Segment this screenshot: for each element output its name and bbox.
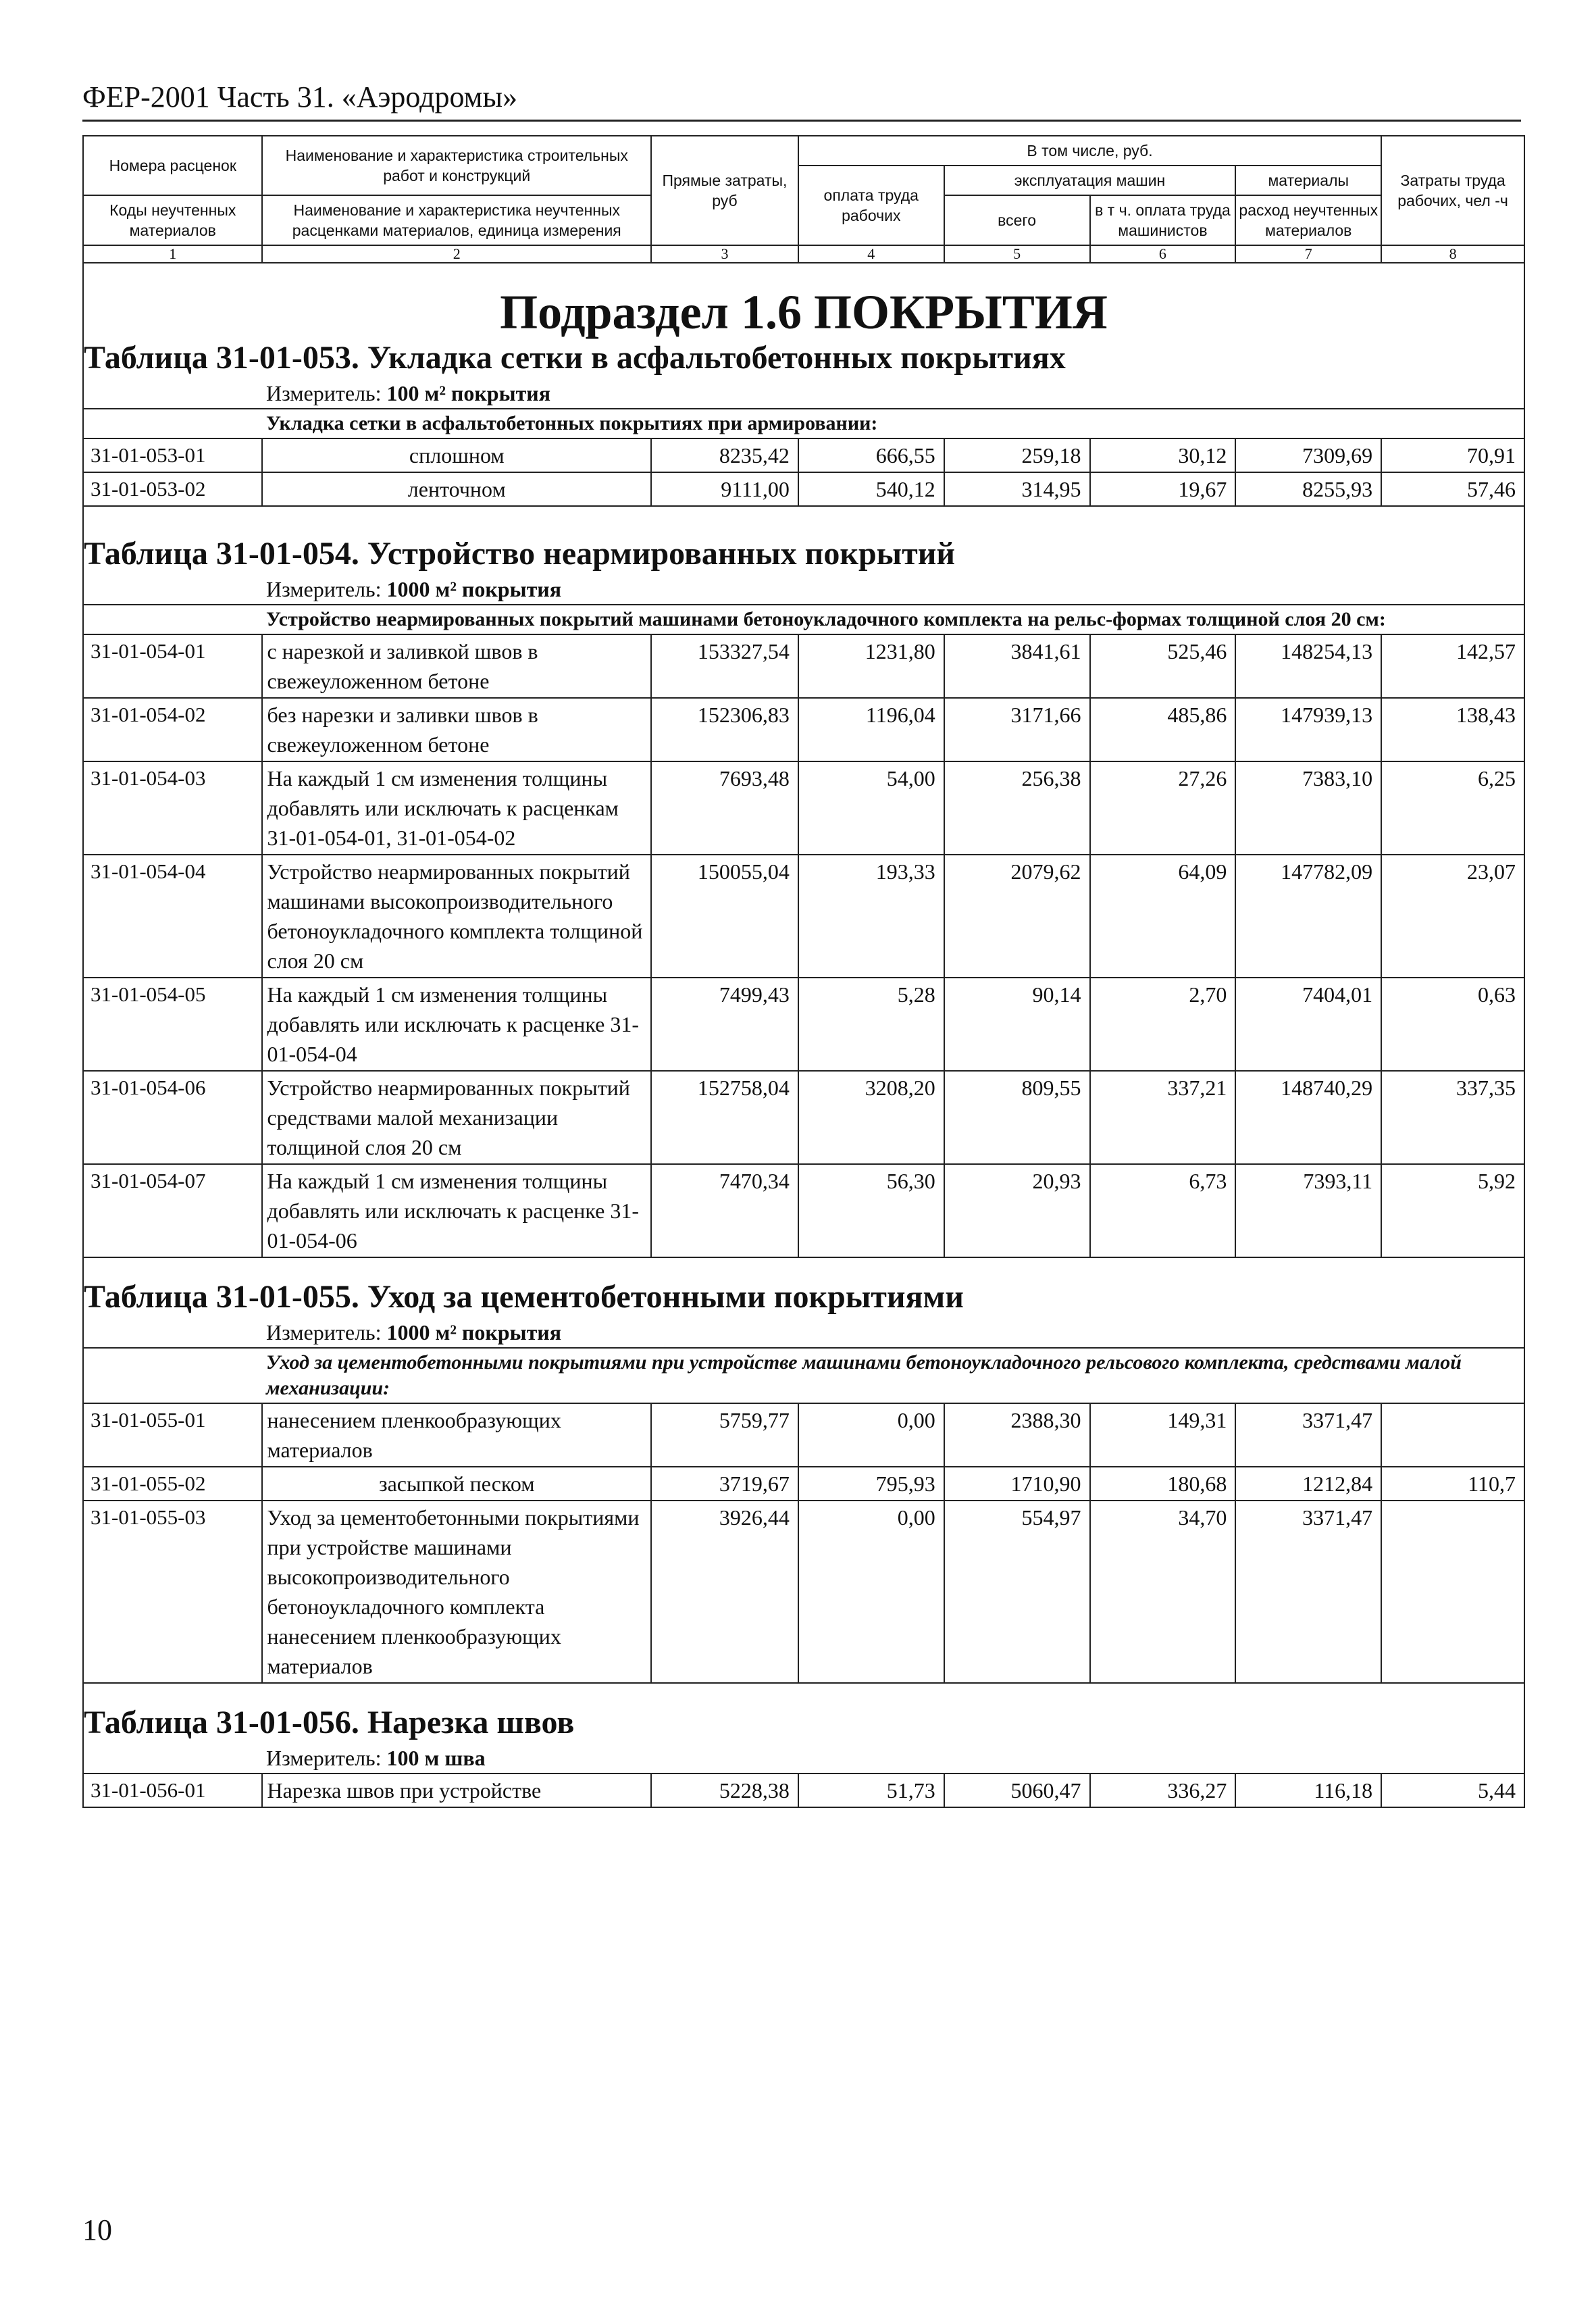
materials: 3371,47 [1235, 1501, 1381, 1683]
column-numbers-row [83, 245, 1524, 263]
rate-code: 31-01-054-06 [83, 1071, 262, 1164]
materials: 148740,29 [1235, 1071, 1381, 1164]
work-name: нанесением пленкообразующих материалов [262, 1403, 651, 1467]
measure-line [83, 1743, 1524, 1774]
machinist-pay: 2,70 [1090, 978, 1236, 1071]
col-rate-number: Номера расценок [83, 136, 262, 195]
colnum: 1 [83, 245, 262, 263]
machines-total: 809,55 [944, 1071, 1090, 1164]
direct-costs: 7499,43 [651, 978, 798, 1071]
labor-pay: 56,30 [798, 1164, 944, 1257]
table-31-01-053 [83, 341, 1524, 506]
direct-costs: 3719,67 [651, 1467, 798, 1501]
table-subtitle: Устройство неармированных покрытий машинами бетоноукладочного комплекта на рельс-формах толщиной слоя 20 см: [83, 605, 1524, 634]
machines-total: 5060,47 [944, 1774, 1090, 1807]
col-material-use: расход неучтенных материалов [1235, 195, 1381, 245]
materials: 147782,09 [1235, 855, 1381, 978]
rate-code: 31-01-053-02 [83, 472, 262, 506]
machinist-pay: 180,68 [1090, 1467, 1236, 1501]
table-row [83, 1501, 1524, 1683]
materials: 7404,01 [1235, 978, 1381, 1071]
colnum: 8 [1381, 245, 1524, 263]
labor-hours: 23,07 [1381, 855, 1524, 978]
rate-code: 31-01-054-05 [83, 978, 262, 1071]
work-name: с нарезкой и заливкой швов в свежеуложенном бетоне [262, 634, 651, 698]
labor-pay: 5,28 [798, 978, 944, 1071]
col-labor-hours: Затраты труда рабочих, чел -ч [1381, 136, 1524, 245]
col-material-codes: Коды неучтенных материалов [83, 195, 262, 245]
table-row [83, 761, 1524, 855]
rate-code: 31-01-054-01 [83, 634, 262, 698]
machinist-pay: 34,70 [1090, 1501, 1236, 1683]
measure-label: Измеритель: [266, 1320, 382, 1344]
table-subtitle: Укладка сетки в асфальтобетонных покрытиях при армировании: [83, 409, 1524, 438]
table-row [83, 472, 1524, 506]
machinist-pay: 6,73 [1090, 1164, 1236, 1257]
machines-total: 314,95 [944, 472, 1090, 506]
labor-hours: 5,44 [1381, 1774, 1524, 1807]
machinist-pay: 525,46 [1090, 634, 1236, 698]
table-title: Таблица 31-01-053. Укладка сетки в асфальтобетонных покрытиях [83, 341, 1524, 378]
labor-hours: 70,91 [1381, 438, 1524, 472]
work-name: На каждый 1 см изменения толщины добавлять или исключать к расценкам 31-01-054-01, 31-01-054-02 [262, 761, 651, 855]
labor-hours: 337,35 [1381, 1071, 1524, 1164]
materials: 147939,13 [1235, 698, 1381, 761]
labor-hours: 6,25 [1381, 761, 1524, 855]
work-name: сплошном [262, 438, 651, 472]
labor-pay: 54,00 [798, 761, 944, 855]
table-row [83, 1467, 1524, 1501]
machinist-pay: 485,86 [1090, 698, 1236, 761]
table-row [83, 634, 1524, 698]
rate-code: 31-01-053-01 [83, 438, 262, 472]
work-name: На каждый 1 см изменения толщины добавлять или исключать к расценке 31-01-054-06 [262, 1164, 651, 1257]
materials: 148254,13 [1235, 634, 1381, 698]
labor-hours: 138,43 [1381, 698, 1524, 761]
rate-code: 31-01-054-04 [83, 855, 262, 978]
colnum: 5 [944, 245, 1090, 263]
table-row [83, 1403, 1524, 1467]
measure-label: Измеритель: [266, 577, 382, 601]
table-31-01-054 [83, 506, 1524, 1257]
spacer [83, 1683, 1524, 1705]
materials: 7309,69 [1235, 438, 1381, 472]
labor-pay: 193,33 [798, 855, 944, 978]
col-direct-costs: Прямые затраты, руб [651, 136, 798, 245]
labor-pay: 1196,04 [798, 698, 944, 761]
machines-total: 2388,30 [944, 1403, 1090, 1467]
measure-label: Измеритель: [266, 381, 382, 405]
labor-hours: 5,92 [1381, 1164, 1524, 1257]
machines-total: 554,97 [944, 1501, 1090, 1683]
col-group-materials: материалы [1235, 166, 1381, 195]
spacer [83, 506, 1524, 536]
measure-line [83, 1317, 1524, 1348]
work-name: Уход за цементобетонными покрытиями при устройстве машинами высокопроизводительного бетоноукладочного комплекта нанесением пленкообразующих материалов [262, 1501, 651, 1683]
colnum: 3 [651, 245, 798, 263]
rate-code: 31-01-054-03 [83, 761, 262, 855]
table-title: Таблица 31-01-056. Нарезка швов [83, 1705, 1524, 1743]
work-name: ленточном [262, 472, 651, 506]
direct-costs: 9111,00 [651, 472, 798, 506]
rate-code: 31-01-055-02 [83, 1467, 262, 1501]
measure-label: Измеритель: [266, 1746, 382, 1770]
colnum: 2 [262, 245, 651, 263]
work-name: засыпкой песком [262, 1467, 651, 1501]
table-row [83, 1071, 1524, 1164]
table-row [83, 1164, 1524, 1257]
direct-costs: 7470,34 [651, 1164, 798, 1257]
direct-costs: 152306,83 [651, 698, 798, 761]
rate-code: 31-01-054-02 [83, 698, 262, 761]
col-machines-total: всего [944, 195, 1090, 245]
work-name: без нарезки и заливки швов в свежеуложенном бетоне [262, 698, 651, 761]
work-name: На каждый 1 см изменения толщины добавлять или исключать к расценке 31-01-054-04 [262, 978, 651, 1071]
direct-costs: 153327,54 [651, 634, 798, 698]
colnum: 7 [1235, 245, 1381, 263]
machinist-pay: 19,67 [1090, 472, 1236, 506]
materials: 8255,93 [1235, 472, 1381, 506]
labor-hours: 57,46 [1381, 472, 1524, 506]
col-group-machines: эксплуатация машин [944, 166, 1236, 195]
labor-pay: 51,73 [798, 1774, 944, 1807]
direct-costs: 5228,38 [651, 1774, 798, 1807]
materials: 7393,11 [1235, 1164, 1381, 1257]
labor-pay: 666,55 [798, 438, 944, 472]
table-title: Таблица 31-01-054. Устройство неармированных покрытий [83, 536, 1524, 574]
table-row [83, 698, 1524, 761]
table-row [83, 1774, 1524, 1807]
machines-total: 256,38 [944, 761, 1090, 855]
labor-pay: 0,00 [798, 1403, 944, 1467]
table-31-01-055 [83, 1257, 1524, 1683]
table-subtitle: Уход за цементобетонными покрытиями при устройстве машинами бетоноукладочного рельсового комплекта, средствами малой механизации: [83, 1348, 1524, 1403]
table-row [83, 978, 1524, 1071]
machinist-pay: 30,12 [1090, 438, 1236, 472]
table-row [83, 855, 1524, 978]
measure-line [83, 574, 1524, 605]
labor-hours [1381, 1501, 1524, 1683]
labor-pay: 1231,80 [798, 634, 944, 698]
rates-table [82, 135, 1525, 1808]
measure-value: 1000 м² покрытия [386, 577, 562, 601]
col-labor-pay: оплата труда рабочих [798, 166, 944, 245]
machines-total: 90,14 [944, 978, 1090, 1071]
col-group-including: В том числе, руб. [798, 136, 1381, 166]
labor-pay: 540,12 [798, 472, 944, 506]
table-31-01-056 [83, 1683, 1524, 1807]
page-number: 10 [82, 2213, 112, 2246]
machines-total: 20,93 [944, 1164, 1090, 1257]
direct-costs: 150055,04 [651, 855, 798, 978]
labor-hours [1381, 1403, 1524, 1467]
colnum: 6 [1090, 245, 1236, 263]
measure-value: 100 м шва [386, 1746, 486, 1770]
materials: 3371,47 [1235, 1403, 1381, 1467]
materials: 116,18 [1235, 1774, 1381, 1807]
machines-total: 1710,90 [944, 1467, 1090, 1501]
rate-code: 31-01-056-01 [83, 1774, 262, 1807]
machines-total: 3171,66 [944, 698, 1090, 761]
table-title: Таблица 31-01-055. Уход за цементобетонными покрытиями [83, 1280, 1524, 1317]
direct-costs: 7693,48 [651, 761, 798, 855]
spacer [83, 1257, 1524, 1280]
col-machinist-pay: в т ч. оплата труда машинистов [1090, 195, 1236, 245]
col-work-name: Наименование и характеристика строительных работ и конструкций [262, 136, 651, 195]
labor-hours: 0,63 [1381, 978, 1524, 1071]
materials: 7383,10 [1235, 761, 1381, 855]
colnum: 4 [798, 245, 944, 263]
labor-hours: 142,57 [1381, 634, 1524, 698]
labor-pay: 3208,20 [798, 1071, 944, 1164]
table-header [83, 136, 1524, 245]
rates-document [82, 135, 1525, 1808]
machinist-pay: 336,27 [1090, 1774, 1236, 1807]
work-name: Устройство неармированных покрытий средствами малой механизации толщиной слоя 20 см [262, 1071, 651, 1164]
col-material-names: Наименование и характеристика неучтенных расценками материалов, единица измерения [262, 195, 651, 245]
running-header: ФЕР-2001 Часть 31. «Аэродромы» [82, 80, 1521, 122]
direct-costs: 8235,42 [651, 438, 798, 472]
section-title: Подраздел 1.6 ПОКРЫТИЯ [83, 263, 1524, 341]
machinist-pay: 337,21 [1090, 1071, 1236, 1164]
machines-total: 2079,62 [944, 855, 1090, 978]
table-row [83, 438, 1524, 472]
machinist-pay: 64,09 [1090, 855, 1236, 978]
rate-code: 31-01-054-07 [83, 1164, 262, 1257]
direct-costs: 3926,44 [651, 1501, 798, 1683]
rate-code: 31-01-055-01 [83, 1403, 262, 1467]
machinist-pay: 149,31 [1090, 1403, 1236, 1467]
direct-costs: 152758,04 [651, 1071, 798, 1164]
measure-value: 100 м² покрытия [386, 381, 551, 405]
work-name: Нарезка швов при устройстве [262, 1774, 651, 1807]
materials: 1212,84 [1235, 1467, 1381, 1501]
labor-pay: 0,00 [798, 1501, 944, 1683]
machines-total: 3841,61 [944, 634, 1090, 698]
machinist-pay: 27,26 [1090, 761, 1236, 855]
measure-value: 1000 м² покрытия [386, 1320, 562, 1344]
direct-costs: 5759,77 [651, 1403, 798, 1467]
measure-line [83, 378, 1524, 409]
rate-code: 31-01-055-03 [83, 1501, 262, 1683]
machines-total: 259,18 [944, 438, 1090, 472]
labor-pay: 795,93 [798, 1467, 944, 1501]
labor-hours: 110,7 [1381, 1467, 1524, 1501]
work-name: Устройство неармированных покрытий машинами высокопроизводительного бетоноукладочного комплекта толщиной слоя 20 см [262, 855, 651, 978]
